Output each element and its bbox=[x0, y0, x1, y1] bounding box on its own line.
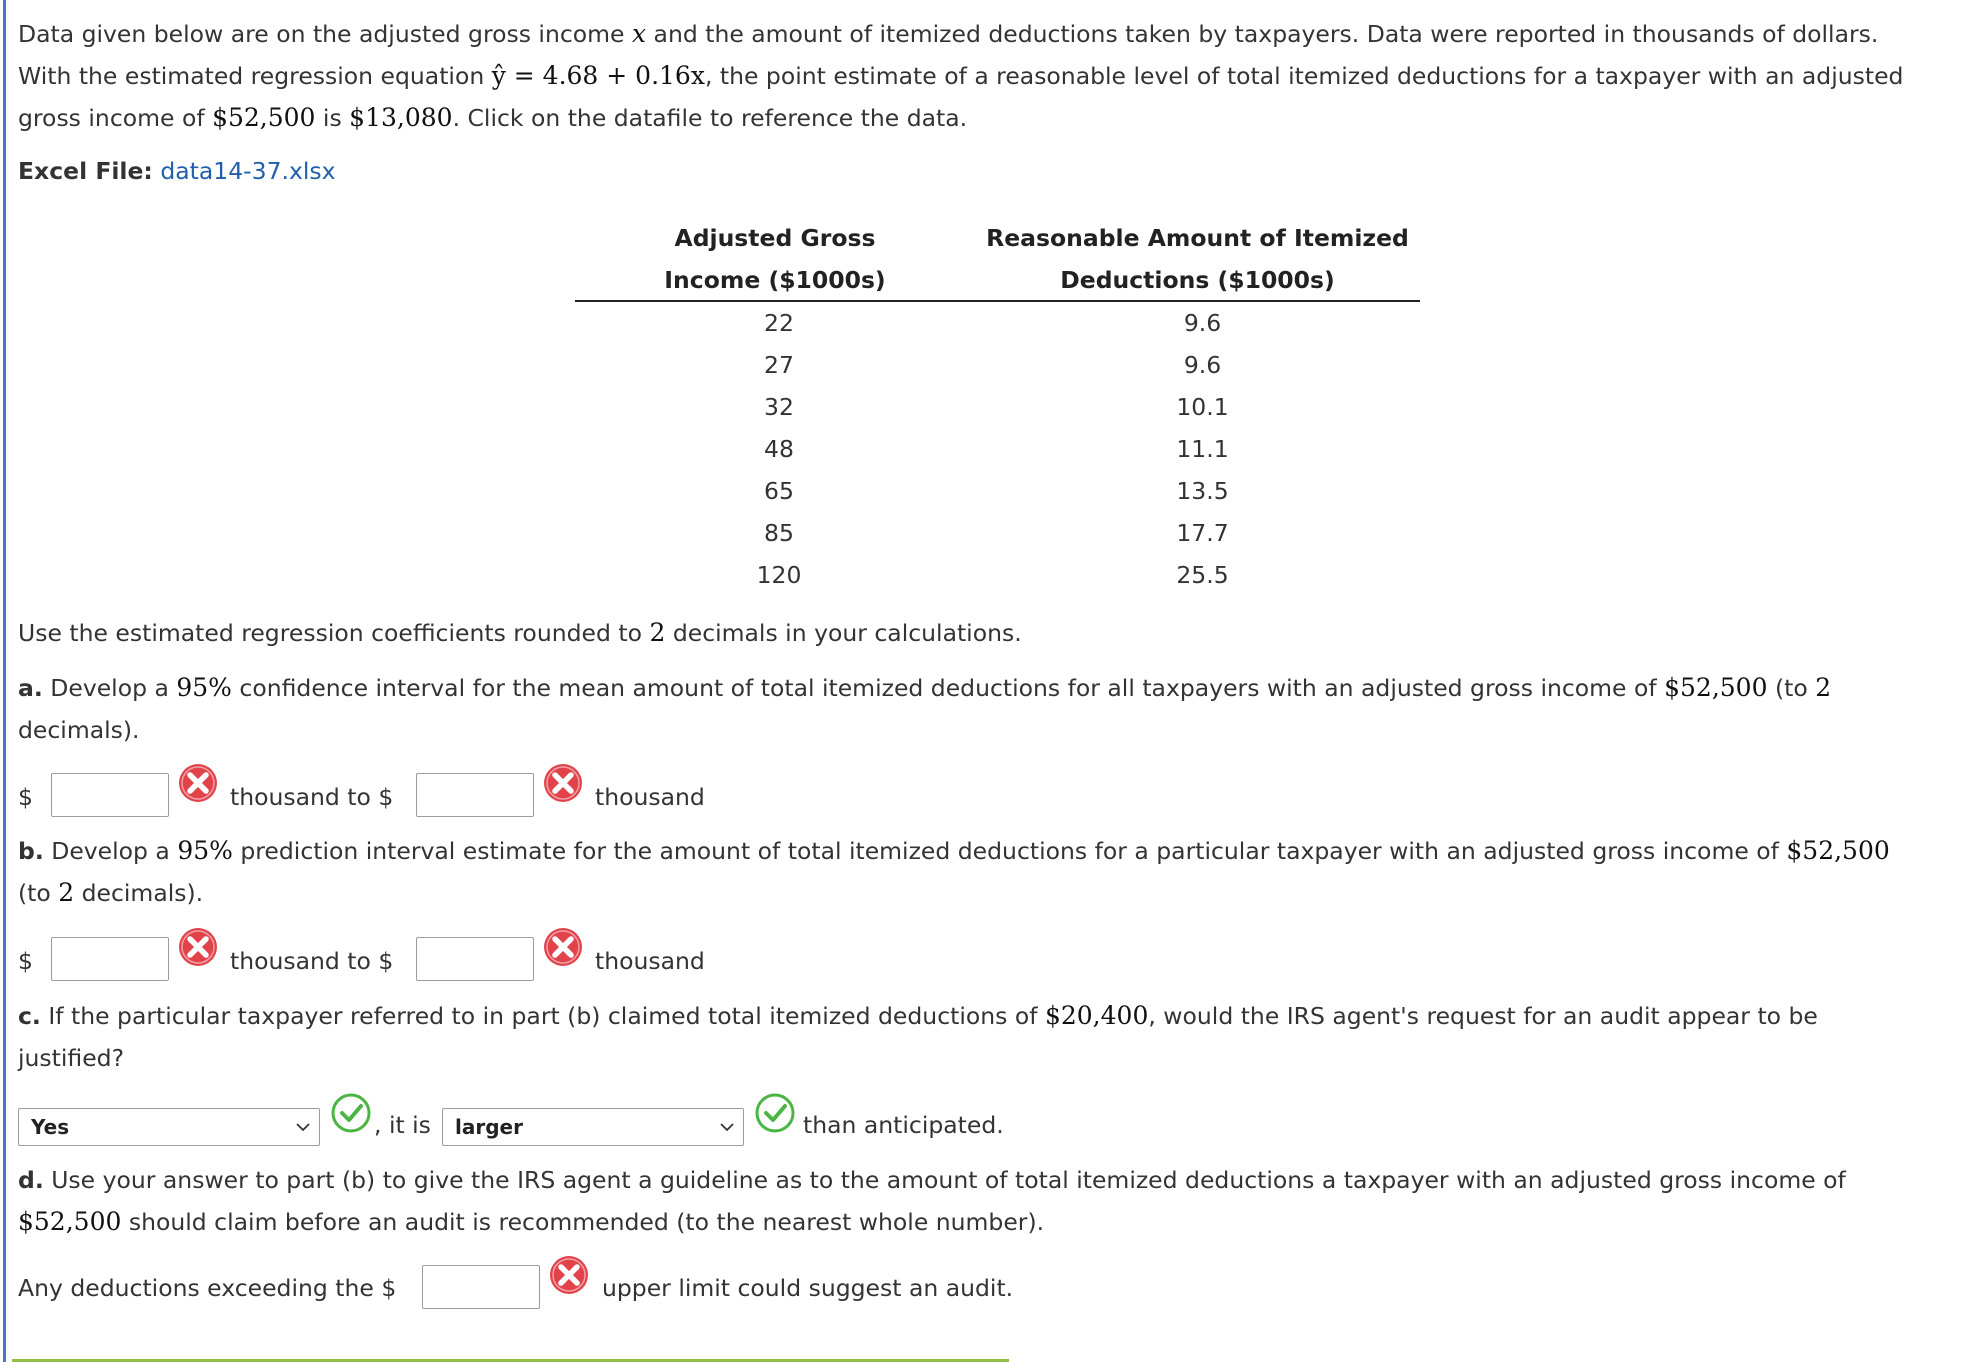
income-cell: 48 bbox=[764, 435, 794, 463]
incorrect-icon bbox=[543, 763, 583, 803]
dollar-sign: $ bbox=[18, 947, 33, 975]
dollar-sign: $ bbox=[18, 783, 33, 811]
table-row bbox=[575, 302, 1420, 344]
part-a-label: a. bbox=[18, 674, 43, 702]
part-c-label: c. bbox=[18, 1002, 41, 1030]
upper-limit-input[interactable] bbox=[422, 1265, 540, 1309]
audit-justified-select[interactable] bbox=[18, 1108, 320, 1146]
table-row bbox=[575, 554, 1420, 596]
chevron-down-icon bbox=[295, 1119, 311, 1135]
comparison-select[interactable] bbox=[442, 1108, 744, 1146]
part-a-lower-input[interactable] bbox=[51, 773, 169, 817]
income-cell: 32 bbox=[764, 393, 794, 421]
income-cell: 65 bbox=[764, 477, 794, 505]
upper-limit-prefix: Any deductions exceeding the $ bbox=[18, 1274, 397, 1302]
deduction-cell: 9.6 bbox=[1183, 351, 1222, 379]
table-row bbox=[575, 470, 1420, 512]
intro-text: and the amount of itemized deductions taken by taxpayers. Data were reported in thousands of dollars. bbox=[646, 20, 1879, 48]
interval-end-text: thousand bbox=[595, 947, 705, 975]
intro-text: . Click on the datafile to reference the data. bbox=[452, 104, 968, 132]
income-cell: 85 bbox=[764, 519, 794, 547]
part-d-label: d. bbox=[18, 1166, 44, 1194]
table-row bbox=[575, 386, 1420, 428]
income-cell: 120 bbox=[756, 561, 802, 589]
intro-paragraph bbox=[18, 13, 1958, 139]
table-row bbox=[575, 344, 1420, 386]
interval-mid-text: thousand to $ bbox=[230, 783, 394, 811]
excel-file-link[interactable]: data14-37.xlsx bbox=[160, 157, 336, 185]
part-b-label: b. bbox=[18, 837, 44, 865]
income-cell: 22 bbox=[764, 309, 794, 337]
part-b-lower-input[interactable] bbox=[51, 937, 169, 981]
excel-file-line bbox=[18, 150, 336, 192]
table-row bbox=[575, 428, 1420, 470]
part-c-question: c. If the particular taxpayer referred to in part (b) claimed total itemized deductions of $20,400, would the IRS agent's request for an audit appear to be justified? bbox=[18, 1001, 1818, 1072]
intro-text: is bbox=[315, 104, 350, 132]
data-table bbox=[575, 215, 1420, 596]
intro-text: gross income of bbox=[18, 104, 213, 132]
excel-file-label: Excel File: bbox=[18, 157, 153, 185]
interval-end-text: thousand bbox=[595, 783, 705, 811]
variable-x: x bbox=[631, 19, 647, 48]
part-b-upper-input[interactable] bbox=[416, 937, 534, 981]
selected-value: larger bbox=[455, 1115, 523, 1139]
income-value: $52,500 bbox=[212, 103, 316, 132]
intro-text: With the estimated regression equation bbox=[18, 62, 492, 90]
incorrect-icon bbox=[543, 927, 583, 967]
incorrect-icon bbox=[549, 1255, 589, 1295]
left-border bbox=[3, 0, 6, 1362]
part-a-upper-input[interactable] bbox=[416, 773, 534, 817]
intro-text: Data given below are on the adjusted gross income bbox=[18, 20, 632, 48]
deduction-cell: 11.1 bbox=[1176, 435, 1229, 463]
header-income: Adjusted Gross Income ($1000s) bbox=[664, 224, 886, 294]
header-deductions: Reasonable Amount of Itemized Deductions ($1000s) bbox=[986, 224, 1409, 294]
interval-mid-text: thousand to $ bbox=[230, 947, 394, 975]
rounding-note: Use the estimated regression coefficients rounded to 2 decimals in your calculations. bbox=[18, 618, 1022, 647]
deduction-cell: 17.7 bbox=[1176, 519, 1229, 547]
deduction-cell: 9.6 bbox=[1183, 309, 1222, 337]
part-a-question: a. Develop a 95% confidence interval for the mean amount of total itemized deductions for all taxpayers with an adjusted gross income of $52,500 (to 2 decimals). bbox=[18, 673, 1832, 744]
selected-value: Yes bbox=[31, 1115, 70, 1139]
comparison-end-text: than anticipated. bbox=[803, 1111, 1004, 1139]
part-b-question: b. Develop a 95% prediction interval estimate for the amount of total itemized deductions for a particular taxpayer with an adjusted gross income of $52,500 (to 2 decimals). bbox=[18, 836, 1890, 907]
table-header bbox=[575, 215, 1420, 302]
chevron-down-icon bbox=[719, 1119, 735, 1135]
correct-icon bbox=[331, 1093, 371, 1133]
intro-text: , the point estimate of a reasonable level of total itemized deductions for a taxpayer with an adjusted bbox=[704, 62, 1904, 90]
deduction-cell: 10.1 bbox=[1176, 393, 1229, 421]
income-cell: 27 bbox=[764, 351, 794, 379]
incorrect-icon bbox=[178, 927, 218, 967]
comparison-text: , it is bbox=[374, 1111, 431, 1139]
incorrect-icon bbox=[178, 763, 218, 803]
deduction-cell: 25.5 bbox=[1176, 561, 1229, 589]
regression-equation: ŷ = 4.68 + 0.16x bbox=[491, 61, 705, 90]
upper-limit-suffix: upper limit could suggest an audit. bbox=[602, 1274, 1014, 1302]
table-row bbox=[575, 512, 1420, 554]
correct-icon bbox=[755, 1093, 795, 1133]
part-d-question: d. Use your answer to part (b) to give the IRS agent a guideline as to the amount of total itemized deductions a taxpayer with an adjusted gross income of $52,500 should claim before an audit is recommended (to the nearest whole number). bbox=[18, 1166, 1846, 1236]
deduction-cell: 13.5 bbox=[1176, 477, 1229, 505]
point-estimate: $13,080 bbox=[349, 103, 453, 132]
